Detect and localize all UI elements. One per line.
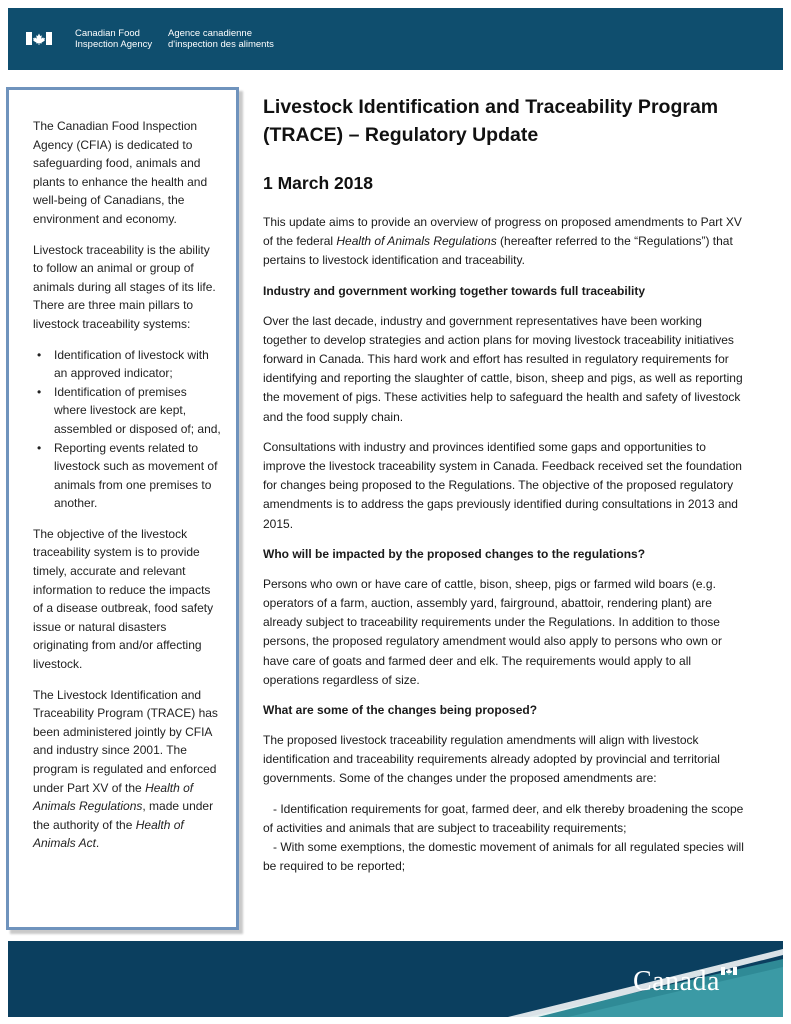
paragraph-industry: Over the last decade, industry and government representatives have been working together to develop strategies and action plans for moving livestock traceability initiatives forward in Canada. This hard work and effort has resulted in regulatory requirements for identifying and reporting the slaughter of cattle, bison, sheep and pigs, as well as reporting the movement of pigs. These activities help to safeguard the health and safety of livestock and the food supply chain. (263, 313, 743, 424)
page-title: Livestock Identification and Traceability Program (TRACE) – Regulatory Update (263, 96, 719, 146)
section-heading-changes: What are some of the changes being proposed? (263, 703, 538, 718)
wordmark-flag-icon (721, 967, 737, 975)
sidebar-paragraph-traceability: Livestock traceability is the ability to follow an animal or group of animals during all stages of its life. There are three main pillars to livestock traceability systems: (33, 242, 216, 331)
intro-paragraph: This update aims to provide an overview of progress on proposed amendments to Part XV of the federal Health of Animals Regulations (hereafter referred to the “Regulations”) that pertains to livestock identification and traceability. (263, 215, 742, 268)
list-item: • Reporting events related to livestock such as movement of animals from one premises to another. (33, 439, 221, 513)
sidebar-paragraph-cfia: The Canadian Food Inspection Agency (CFIA) is dedicated to safeguarding food, animals and plants to enhance the health and well-being of Canadians, the environment and economy. (33, 119, 208, 226)
sidebar-panel (6, 87, 239, 930)
header-banner (8, 8, 783, 70)
change-item-identification: - Identification requirements for goat, farmed deer, and elk thereby broadening the scope of activities and animals that are subject to traceability requirements; (263, 801, 747, 835)
agency-name-french: Agence canadienne d'inspection des aliments (168, 28, 274, 50)
list-item: • Identification of premises where livestock are kept, assembled or disposed of; and, (33, 383, 221, 439)
section-heading-impacted: Who will be impacted by the proposed changes to the regulations? (263, 546, 646, 561)
sidebar-pillars-list (33, 346, 221, 513)
paragraph-consultations: Consultations with industry and provinces identified some gaps and opportunities to improve the livestock traceability system in Canada. Feedback received set the foundation for changes being proposed to the Regulations. The objective of the proposed regulatory amendments is to address the gaps previously identified during consultations in 2013 and 2015. (263, 439, 742, 531)
agency-name-english: Canadian Food Inspection Agency (75, 28, 153, 50)
publication-date: 1 March 2018 (263, 173, 373, 193)
main-content (263, 93, 748, 876)
paragraph-changes: The proposed livestock traceability regulation amendments will align with livestock identification and traceability requirements already adopted by provincial and territorial governments. Some of the changes under the proposed amendments are: (263, 733, 720, 786)
sidebar-paragraph-objective: The objective of the livestock traceability system is to provide timely, accurate and relevant information to reduce the impacts of a disease outbreak, food safety issue or natural disasters originating from and/or affecting livestock. (33, 526, 214, 672)
sidebar-paragraph-trace: The Livestock Identification and Traceability Program (TRACE) has been administered jointly by CFIA and industry since 2001. The program is regulated and enforced under Part XV of the Health of Animals Regulations, made under the authority of the Health of Animals Act. (33, 687, 218, 851)
canada-flag-icon (26, 32, 52, 45)
section-heading-industry: Industry and government working together towards full traceability (263, 283, 646, 298)
canada-wordmark: Canada (633, 966, 720, 997)
paragraph-impacted: Persons who own or have care of cattle, bison, sheep, pigs or farmed wild boars (e.g. operators of a farm, auction, assembly yard, fairground, abattoir, rendering plant) are already subject to traceability requirements under the Regulations. In addition to those persons, the proposed regulatory amendment would also apply to persons who own or have care of goats and farmed deer and elk. The requirements would apply to all operations regardless of size. (263, 576, 722, 687)
list-item: • Identification of livestock with an approved indicator; (33, 346, 221, 383)
change-item-movement: - With some exemptions, the domestic movement of animals for all regulated species will be required to be reported; (263, 840, 748, 874)
